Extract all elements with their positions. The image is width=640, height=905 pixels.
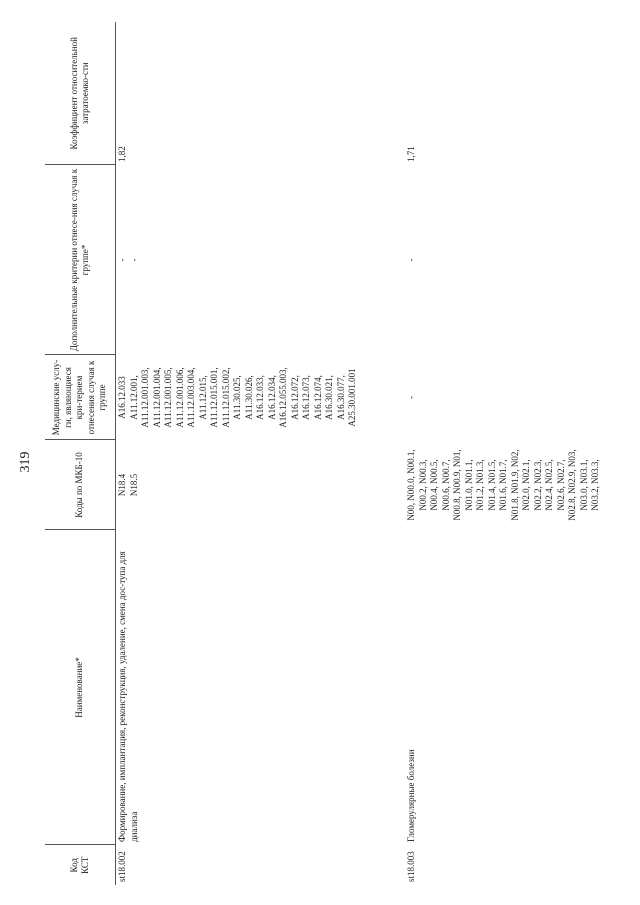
list-line: N18.4: [117, 473, 127, 497]
list-line: A11.12.001.005,: [163, 367, 173, 428]
list-line: A11.12.015.002,: [220, 367, 231, 428]
list-line: A16.12.074,: [312, 375, 323, 420]
cell-services: -: [406, 396, 416, 399]
header-coefficient: Коэффициент относительной затратоемко-сти: [45, 22, 116, 165]
list-line: A16.30.021,: [324, 375, 334, 420]
kst-table: [45, 22, 603, 885]
list-line: A16.12.033,: [255, 375, 265, 420]
list-line: N18.5: [128, 473, 139, 497]
page-number: 319: [18, 451, 33, 473]
list-line: N02.2, N02.3,: [532, 459, 543, 511]
cell-services: [116, 355, 406, 440]
list-line: N00, N00.0, N00.1,: [406, 449, 416, 521]
list-line: A11.12.003.004,: [186, 367, 196, 428]
landscape-sheet: [45, 22, 615, 885]
list-line: N01.2, N01.3,: [475, 459, 485, 511]
cell-criteria: -: [406, 258, 416, 262]
header-name: Наименование*: [45, 530, 116, 845]
table-row: [116, 22, 406, 885]
table-row: [405, 22, 603, 885]
list-line: A11.12.015,: [197, 375, 208, 420]
list-line: A16.12.072,: [289, 375, 300, 420]
list-line: N02.4, N02.5,: [544, 459, 554, 511]
header-mkb: Коды по МКБ-10: [45, 440, 116, 530]
list-line: A11.12.015.001,: [209, 367, 219, 428]
list-line: A11.12.001.003,: [140, 367, 150, 428]
list-line: N02.6, N02.7,: [555, 459, 566, 511]
list-line: A11.30.026,: [243, 375, 254, 420]
list-line: N00.6, N00.7,: [440, 459, 451, 511]
header-criteria: Дополнительные критерии отнесе-ния случая к группе*: [45, 165, 116, 355]
list-line: A11.12.001.006,: [174, 367, 185, 428]
list-line: N01.8, N01.9, N02,: [509, 449, 520, 521]
list-line: N02.8, N02.9, N03,: [567, 449, 577, 521]
list-line: N03.0, N03.1,: [578, 459, 589, 511]
list-line: A11.12.001,: [128, 375, 139, 420]
list-line: A16.12.073,: [301, 375, 311, 420]
table-header-row: [45, 22, 116, 885]
cell-criteria: [116, 165, 406, 355]
cell-coefficient: 1,82: [117, 146, 127, 162]
list-line: A25.30.001.001: [347, 368, 357, 427]
list-line: -: [128, 258, 139, 262]
list-line: A16.30.077,: [335, 375, 346, 420]
list-line: N01.6, N01.7,: [498, 459, 508, 511]
list-line: N00.2, N00.3,: [417, 459, 428, 511]
cell-code: st18.003: [406, 851, 416, 882]
list-line: -: [117, 258, 127, 262]
list-line: A16.12.033: [117, 376, 127, 419]
list-line: A16.12.055.003,: [278, 367, 288, 428]
list-line: A11.12.001.004,: [151, 367, 162, 428]
header-services: Медицинские услу-ги, являющиеся кри-терием отнесения случая к группе: [45, 355, 116, 440]
list-line: N01.0, N01.1,: [463, 459, 474, 511]
list-line: N01.4, N01.5,: [486, 459, 497, 511]
cell-mkb: [116, 440, 406, 530]
list-line: N03.2, N03.3,: [590, 459, 600, 511]
cell-coefficient: 1,71: [406, 146, 416, 162]
cell-code: st18.002: [117, 851, 127, 882]
list-line: A16.12.034,: [266, 375, 277, 420]
list-line: A11.30.025,: [232, 375, 242, 420]
cell-mkb: [405, 440, 603, 530]
cell-name: Формирование, имплантация, реконструкция, удаление, смена дос-тупа для диализа: [117, 551, 139, 842]
list-line: N00.4, N00.5,: [429, 459, 439, 511]
list-line: N00.8, N00.9, N01,: [452, 449, 462, 521]
header-code: Код КСТ: [45, 845, 116, 885]
list-line: N02.0, N02.1,: [521, 459, 531, 511]
cell-name: Гломерулярные болезни: [406, 749, 416, 842]
